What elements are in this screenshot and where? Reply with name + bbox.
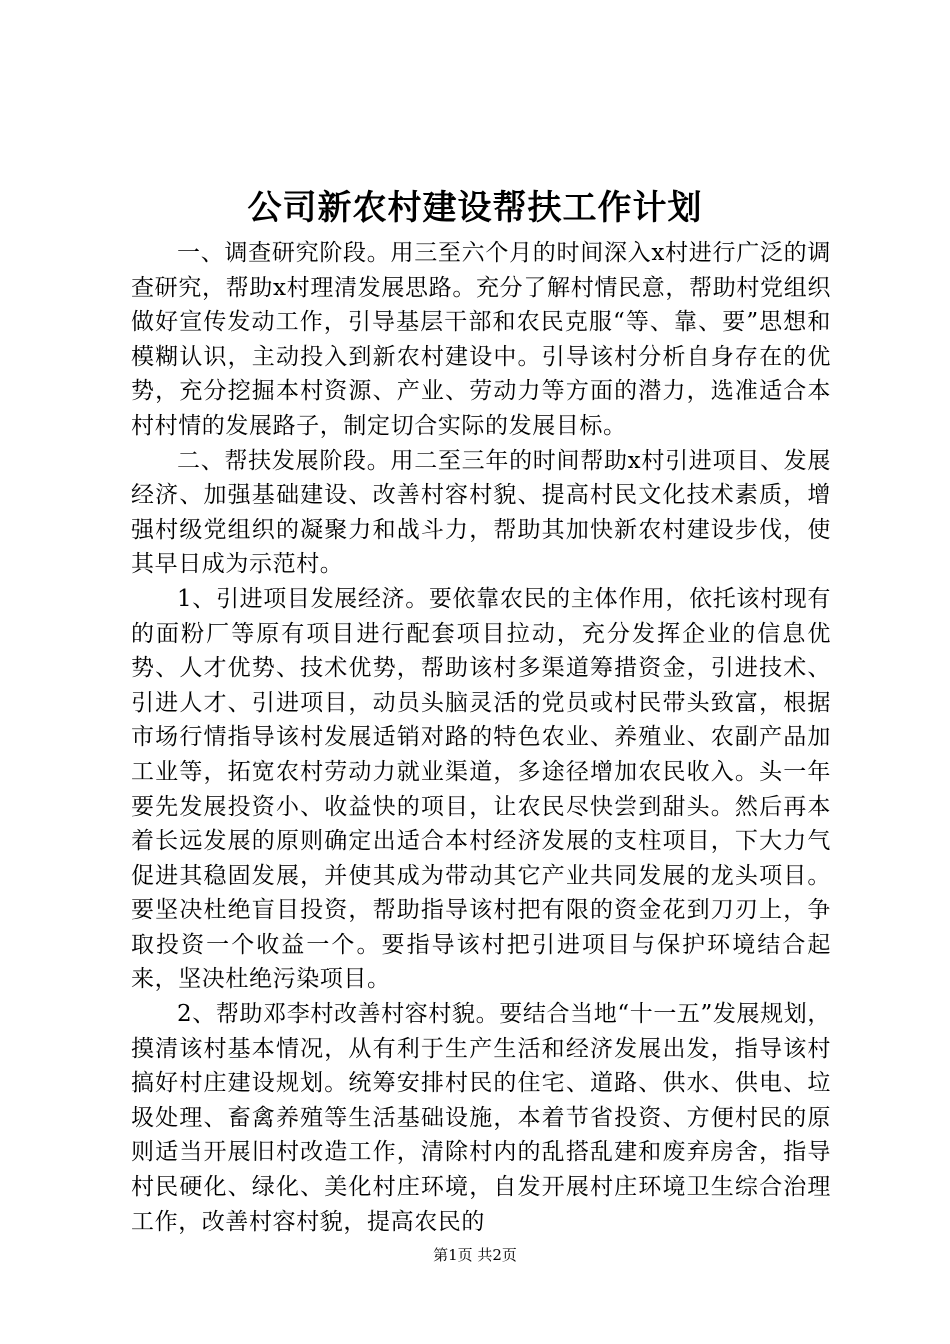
document-body [131, 236, 831, 1239]
page-number-footer: 第1页 共2页 [433, 1246, 517, 1264]
paragraph-village-appearance: 2、帮助邓李村改善村容村貌。要结合当地“十一五”发展规划，摸清该村基本情况，从有利于生产生活和经济发展出发，指导该村搞好村庄建设规划。统筹安排村民的住宅、道路、供水、供电、垃圾处理、畜禽养殖等生活基础设施，本着节省投资、方便村民的原则适当开展旧村改造工作，清除村内的乱搭乱建和废弃房舍，指导村民硬化、绿化、美化村庄环境，自发开展村庄环境卫生综合治理工作，改善村容村貌，提高农民的 [131, 1001, 831, 1235]
document-title: 公司新农村建设帮扶工作计划 [247, 188, 703, 228]
paragraph-research-stage: 一、调查研究阶段。用三至六个月的时间深入x村进行广泛的调查研究，帮助x村理清发展思路。充分了解村情民意，帮助村党组织做好宣传发动工作，引导基层干部和农民克服“等、靠、要”思想和模糊认识，主动投入到新农村建设中。引导该村分析自身存在的优势，充分挖掘本村资源、产业、劳动力等方面的潜力，选准适合本村村情的发展路子，制定切合实际的发展目标。 [131, 240, 831, 439]
paragraph-development-stage: 二、帮扶发展阶段。用二至三年的时间帮助x村引进项目、发展经济、加强基础建设、改善村容村貌、提高村民文化技术素质，增强村级党组织的凝聚力和战斗力，帮助其加快新农村建设步伐，使其早日成为示范村。 [131, 447, 831, 578]
paragraph-project-economy: 1、引进项目发展经济。要依靠农民的主体作用，依托该村现有的面粉厂等原有项目进行配套项目拉动，充分发挥企业的信息优势、人才优势、技术优势，帮助该村多渠道筹措资金，引进技术、引进人才、引进项目，动员头脑灵活的党员或村民带头致富，根据市场行情指导该村发展适销对路的特色农业、养殖业、农副产品加工业等，拓宽农村劳动力就业渠道，多途径增加农民收入。头一年要先发展投资小、收益快的项目，让农民尽快尝到甜头。然后再本着长远发展的原则确定出适合本村经济发展的支柱项目，下大力气促进其稳固发展，并使其成为带动其它产业共同发展的龙头项目。要坚决杜绝盲目投资，帮助指导该村把有限的资金花到刀刃上，争取投资一个收益一个。要指导该村把引进项目与保护环境结合起来，坚决杜绝污染项目。 [131, 585, 831, 993]
